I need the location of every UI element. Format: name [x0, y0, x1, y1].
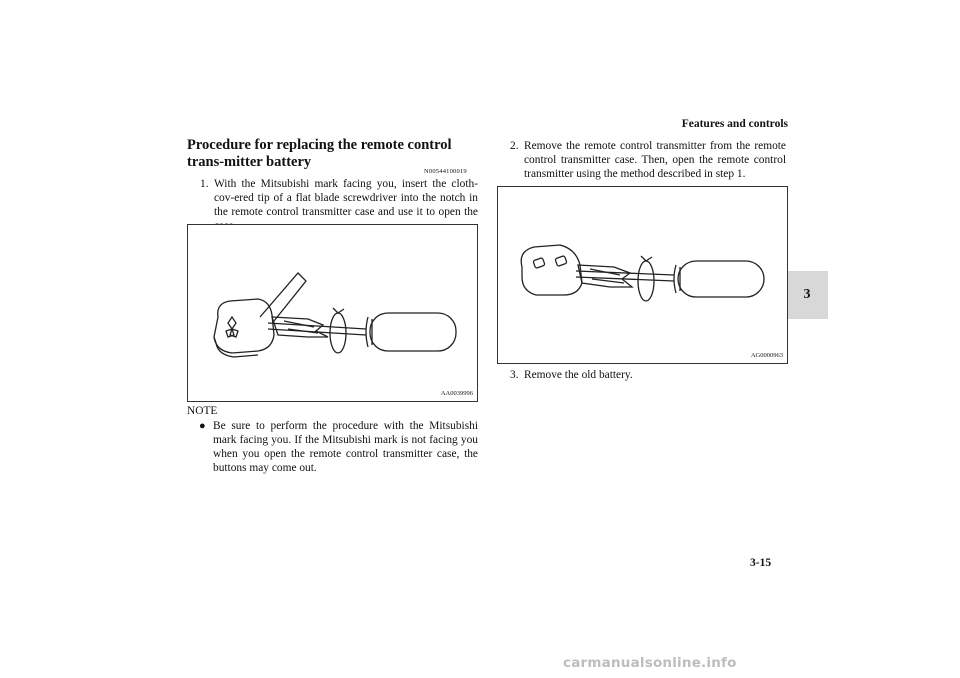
- section-title: Procedure for replacing the remote control trans-mitter battery: [187, 137, 452, 170]
- step-3-text: Remove the old battery.: [524, 369, 633, 381]
- key-fob-screwdriver-illustration: [188, 225, 477, 401]
- bullet-icon: ●: [199, 420, 206, 432]
- step-1-text: With the Mitsubishi mark facing you, insert the cloth-cov-ered tip of a flat blade screwdriver into the notch in the remote control transmitter case and use it to open the: [214, 178, 478, 218]
- section-header: Features and controls: [681, 118, 788, 130]
- note-text: Be sure to perform the procedure with the Mitsubishi mark facing you. If the Mitsubishi mark is not facing you when you open the remote control transmitter case, the buttons may come out.: [213, 420, 478, 474]
- figure-2-code: AG0000963: [750, 352, 783, 359]
- step-2-number: 2.: [510, 140, 519, 152]
- step-3-number: 3.: [510, 369, 519, 381]
- note-item: [199, 419, 478, 475]
- step-3: [510, 368, 786, 382]
- note-heading: NOTE: [187, 405, 218, 417]
- figure-2: [497, 186, 788, 364]
- page-number: 3-15: [750, 557, 772, 569]
- chapter-tab: [786, 271, 828, 319]
- watermark-text[interactable]: carmanualsonline.info: [563, 655, 737, 671]
- figure-1-code: AA0039996: [440, 390, 473, 397]
- figure-1: [187, 224, 478, 402]
- step-1-number: 1.: [200, 178, 209, 190]
- chapter-tab-label: 3: [803, 287, 811, 302]
- step-2: [510, 139, 786, 181]
- section-code: N00544100019: [424, 168, 467, 175]
- step-2-text: Remove the remote control transmitter from the remote control transmitter case. Then, open the remote control transmitter using the method described in step 1.: [524, 140, 786, 180]
- remote-transmitter-screwdriver-illustration: [498, 187, 787, 363]
